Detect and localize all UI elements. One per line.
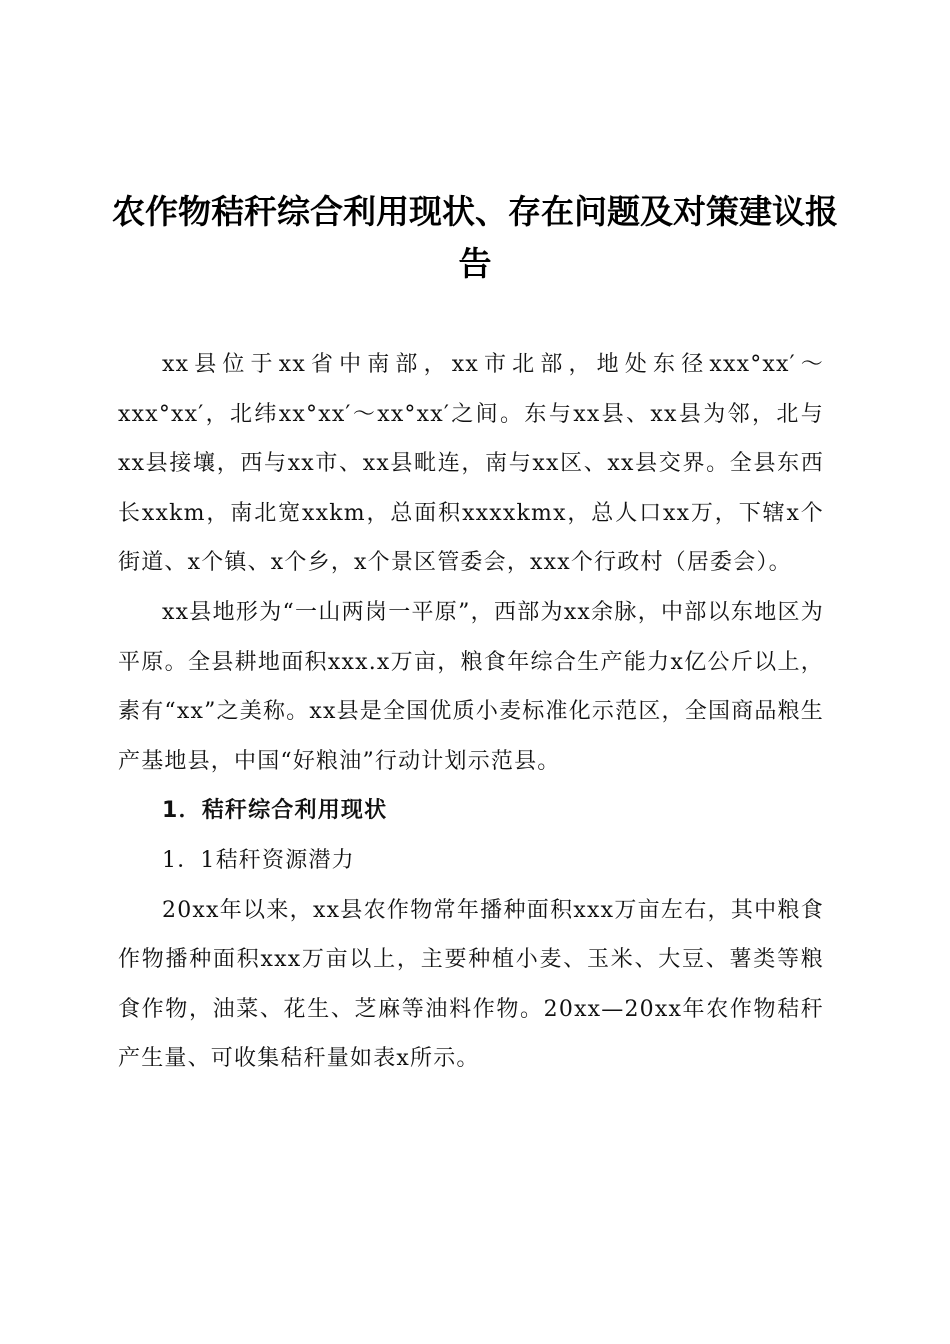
document-body — [118, 340, 824, 1084]
paragraph-straw-resources: 20xx年以来，xx县农作物常年播种面积xxx万亩左右，其中粮食作物播种面积xxx万亩以上，主要种植小麦、玉米、大豆、薯类等粮食作物，油菜、花生、芝麻等油料作物。20xx—20xx年农作物秸秆产生量、可收集秸秆量如表x所示。 — [118, 897, 824, 1072]
section-heading: 1．秸秆综合利用现状 — [162, 798, 388, 824]
document-title: 农作物秸秆综合利用现状、存在问题及对策建议报告 — [112, 192, 838, 283]
paragraph-location: xx县位于xx省中南部，xx市北部，地处东径xxx°xx′～xxx°xx′，北纬xx°xx′～xx°xx′之间。东与xx县、xx县为邻，北与xx县接壤，西与xx市、xx县毗连，南与xx区、xx县交界。全县东西长xxkm，南北宽xxkm，总面积xxxxkmx，总人口xx万，下辖x个街道、x个镇、x个乡，x个景区管委会，xxx个行政村（居委会）。 — [118, 352, 824, 576]
subsection-heading: 1．1秸秆资源潜力 — [162, 847, 355, 873]
paragraph-terrain: xx县地形为“一山两岗一平原”，西部为xx余脉，中部以东地区为平原。全县耕地面积xxx.x万亩，粮食年综合生产能力x亿公斤以上，素有“xx”之美称。xx县是全国优质小麦标准化示范区，全国商品粮生产基地县，中国“好粮油”行动计划示范县。 — [118, 599, 824, 774]
